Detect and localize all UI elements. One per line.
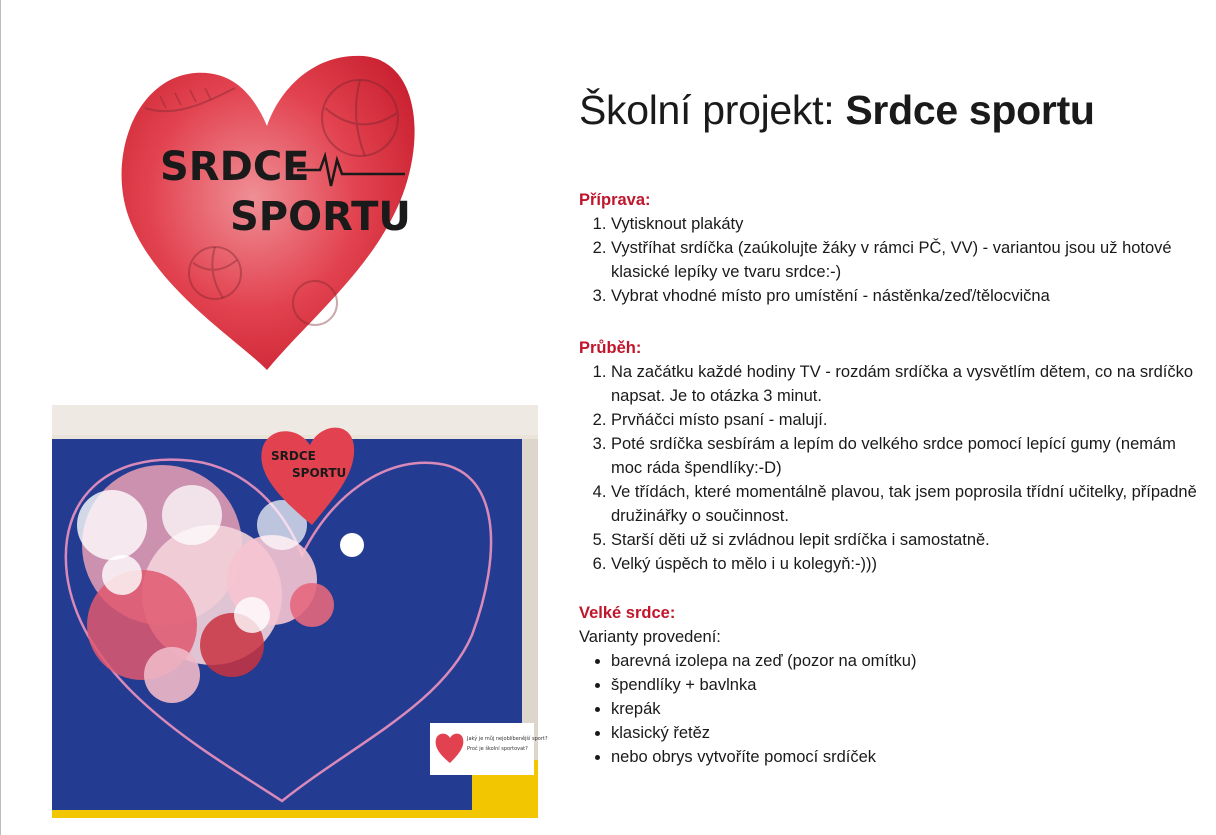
velke-intro: Varianty provedení:: [579, 628, 721, 646]
priprava-item: 3. Vybrat vhodné místo pro umístění - nástěnka/zeď/tělocvična: [611, 284, 1199, 308]
card-line1: Jaký je můj nejoblíbenější sport?: [467, 736, 548, 742]
title-bold: Srdce sportu: [845, 87, 1095, 133]
heading-priprava: Příprava:: [579, 191, 651, 209]
prubeh-item: 6. Velký úspěch to mělo i u kolegyň:-))): [611, 552, 1199, 576]
srdce-sportu-logo: [115, 48, 420, 376]
page-title: [579, 80, 1199, 140]
heading-velke-srdce: Velké srdce:: [579, 604, 676, 622]
velke-item: • nebo obrys vytvoříte pomocí srdíček: [611, 745, 1199, 769]
section-velke-srdce: [579, 601, 1199, 769]
priprava-list: [579, 212, 1199, 308]
content-column: [579, 80, 1199, 766]
logo-line1: SRDCE: [160, 144, 310, 190]
section-prubeh: [579, 336, 1199, 576]
heading-prubeh: Průběh:: [579, 339, 642, 357]
prubeh-item: 4. Ve třídách, které momentálně plavou, tak jsem poprosila třídní učitelky, případně družinářky o součinnost.: [611, 480, 1199, 528]
section-priprava: [579, 188, 1199, 308]
page-left-border: [0, 0, 1, 835]
velke-list: [579, 649, 1199, 769]
velke-item: • barevná izolepa na zeď (pozor na omítku): [611, 649, 1199, 673]
poster-line2: SPORTU: [292, 466, 347, 480]
card-line2: Proč je školní sportovat?: [467, 746, 528, 752]
prubeh-item: 5. Starší děti už si zvládnou lepit srdíčka i samostatně.: [611, 528, 1199, 552]
velke-item: • klasický řetěz: [611, 721, 1199, 745]
velke-item: • krepák: [611, 697, 1199, 721]
prubeh-item: 3. Poté srdíčka sesbírám a lepím do velkého srdce pomocí lepící gumy (nemám moc ráda špendlíky:-D): [611, 432, 1199, 480]
poster-line1: SRDCE: [271, 449, 316, 463]
prubeh-item: 1. Na začátku každé hodiny TV - rozdám srdíčka a vysvětlím dětem, co na srdíčko napsat. Je to otázka 3 minut.: [611, 360, 1199, 408]
priprava-item: 1. Vytisknout plakáty: [611, 212, 1199, 236]
title-prefix: Školní projekt:: [579, 87, 846, 133]
logo-line2: SPORTU: [230, 194, 411, 240]
prubeh-item: 2. Prvňáčci místo psaní - malují.: [611, 408, 1199, 432]
prubeh-list: [579, 360, 1199, 576]
priprava-item: 2. Vystříhat srdíčka (zaúkolujte žáky v rámci PČ, VV) - variantou jsou už hotové klasické lepíky ve tvaru srdce:-): [611, 236, 1199, 284]
bulletin-board-photo: [52, 405, 548, 818]
velke-item: • špendlíky + bavlnka: [611, 673, 1199, 697]
